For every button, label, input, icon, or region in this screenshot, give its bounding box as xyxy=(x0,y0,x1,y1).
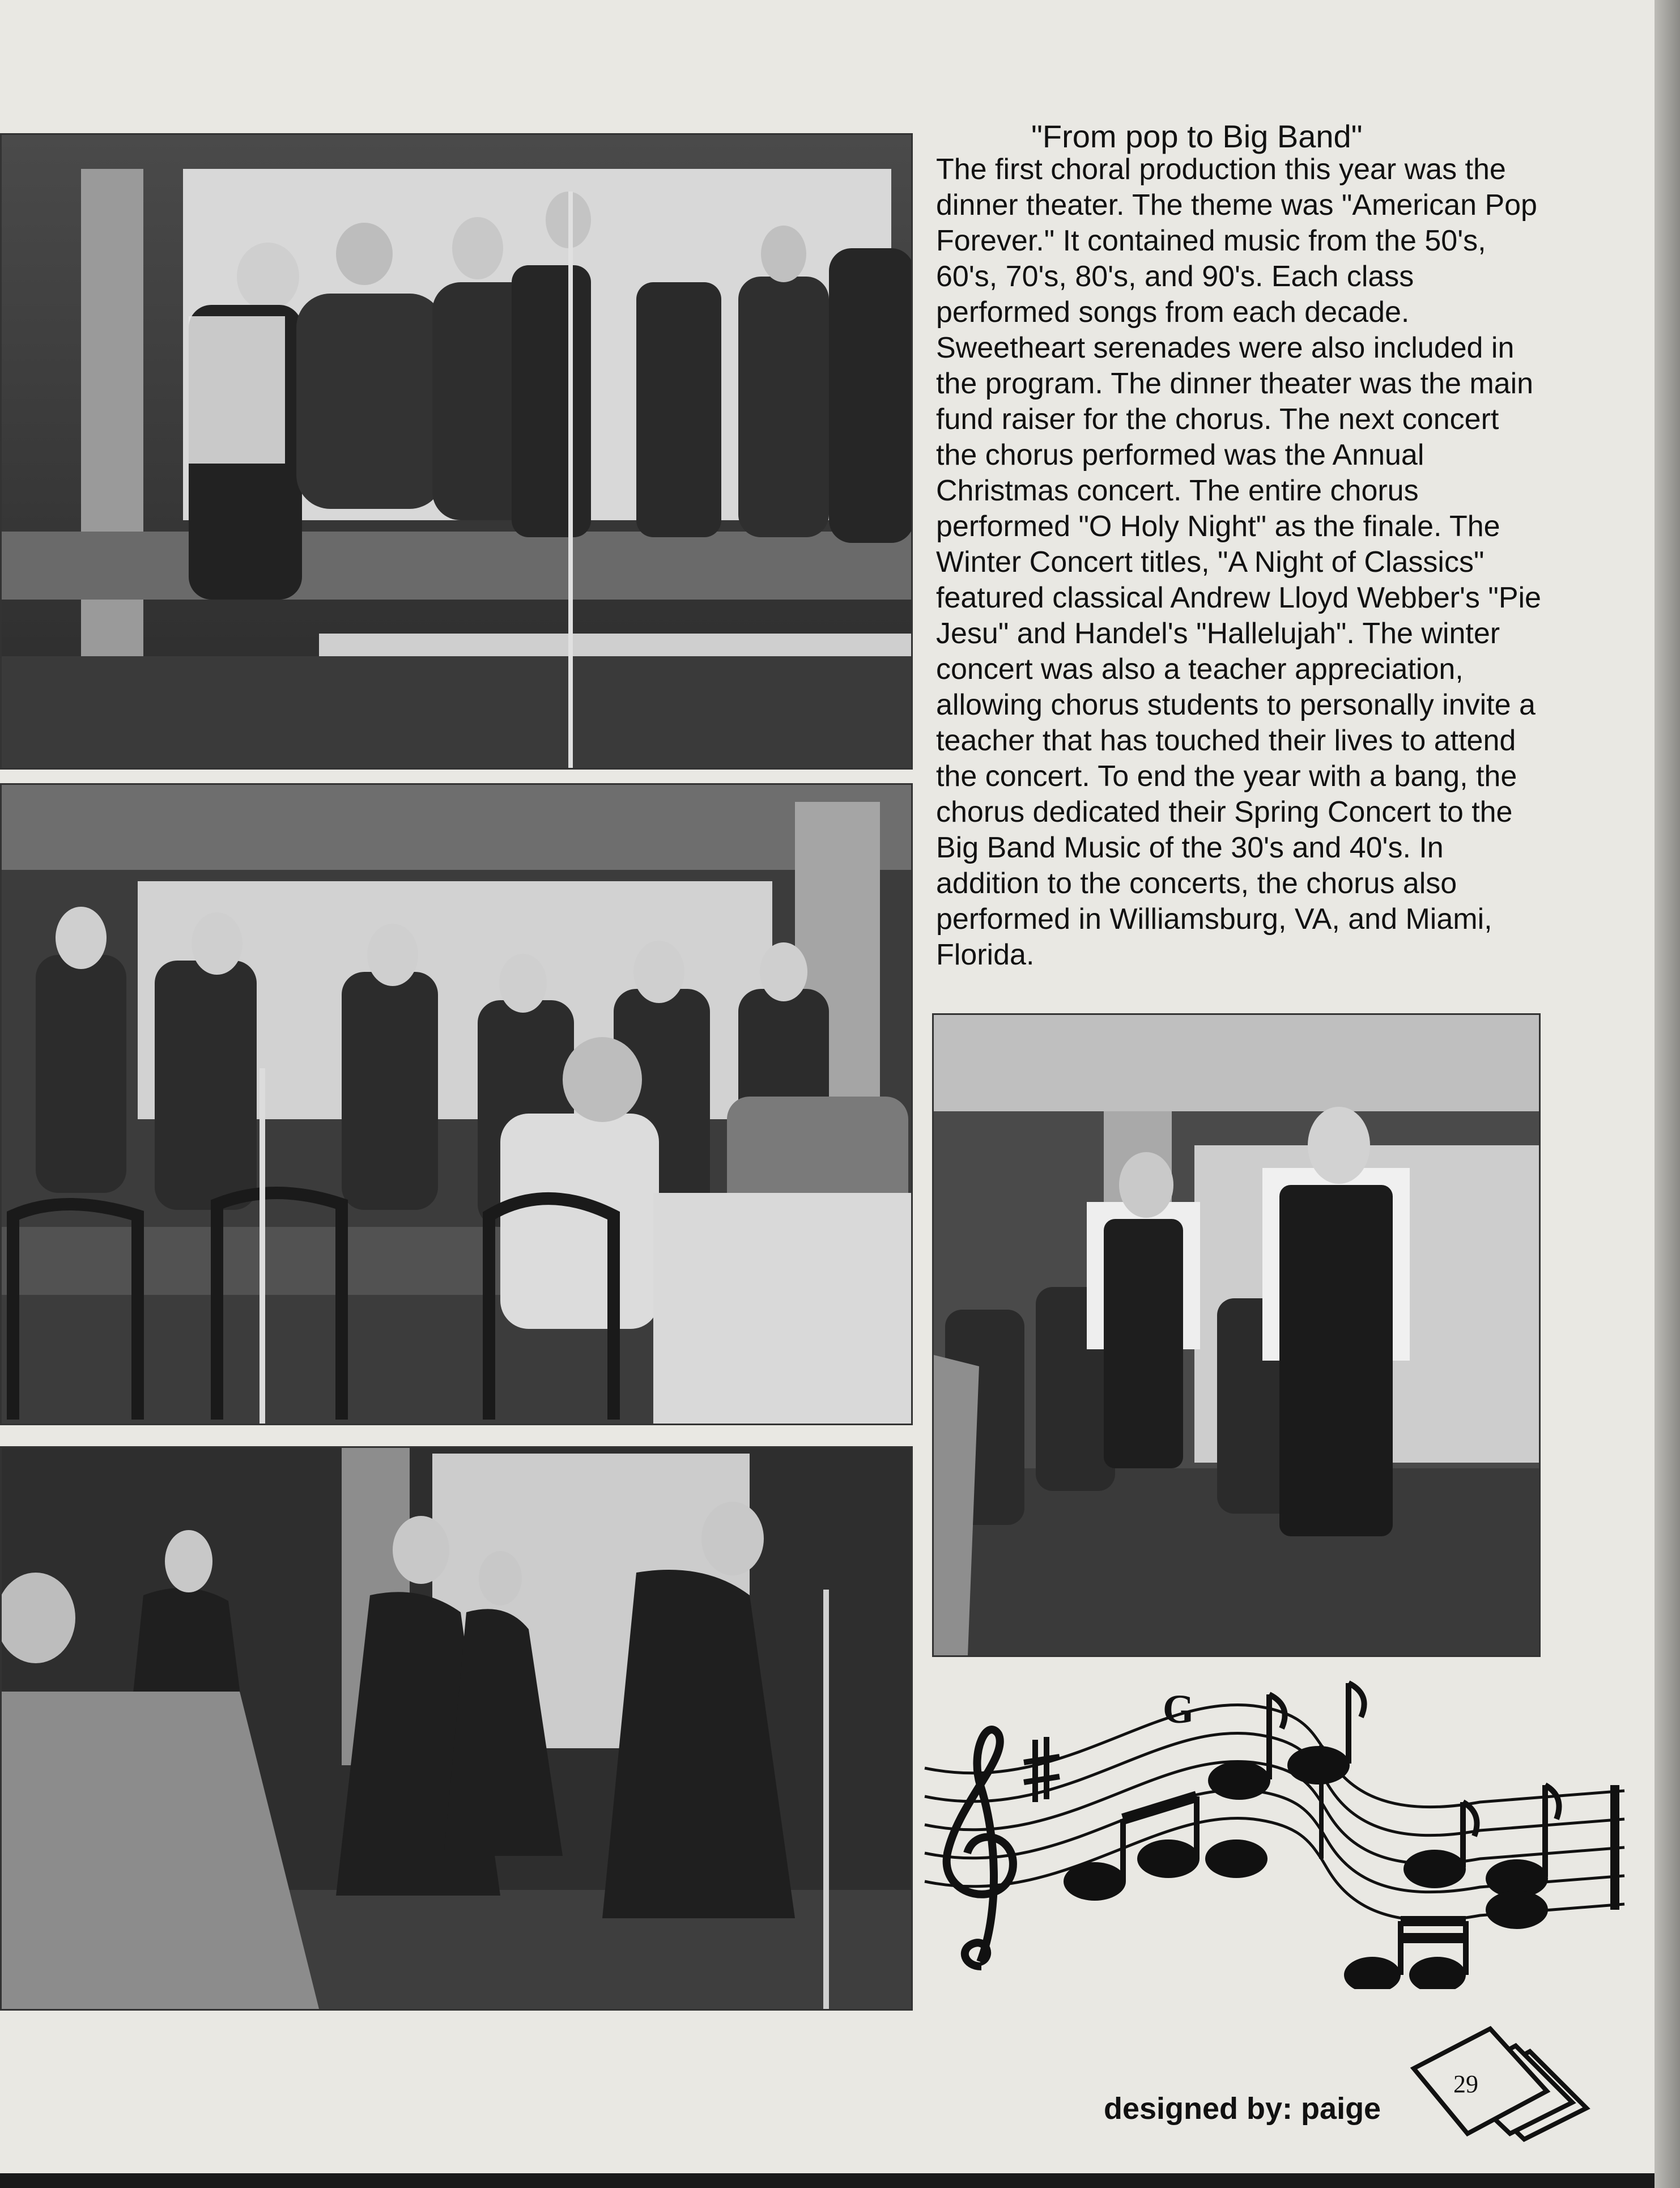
article-line: fund raiser for the chorus. The next concert xyxy=(936,403,1499,436)
photo-concert-audience xyxy=(0,783,913,1425)
article-title: "From pop to Big Band" xyxy=(1031,118,1363,154)
page-edge xyxy=(1655,0,1680,2188)
article-line: performed "O Holy Night" as the finale. The xyxy=(936,510,1500,543)
article-line: performed in Williamsburg, VA, and Miami, xyxy=(936,903,1492,936)
article-body xyxy=(936,152,1596,973)
article-line: teacher that has touched their lives to attend xyxy=(936,724,1516,757)
photo-vest-singers xyxy=(932,1013,1541,1657)
page-number-badge xyxy=(1405,2023,1592,2142)
article-line: the chorus performed was the Annual xyxy=(936,439,1424,471)
article-line: Jesu" and Handel's "Hallelujah". The winter xyxy=(936,617,1500,650)
music-staff-graphic xyxy=(913,1672,1633,1989)
photo-dinner-theater xyxy=(0,133,913,770)
article-line: Big Band Music of the 30's and 40's. In xyxy=(936,831,1444,864)
article-line: Winter Concert titles, "A Night of Classics" xyxy=(936,546,1485,579)
designer-credit: designed by: paige xyxy=(1104,2092,1381,2126)
article-line: addition to the concerts, the chorus also xyxy=(936,867,1457,900)
article-line: The first choral production this year was the xyxy=(936,153,1506,186)
photo-dancers xyxy=(0,1446,913,2011)
article-line: the program. The dinner theater was the main xyxy=(936,367,1534,400)
article-line: Sweetheart serenades were also included in xyxy=(936,332,1515,364)
article-line: Florida. xyxy=(936,938,1035,971)
article-line: allowing chorus students to personally invite a xyxy=(936,689,1536,721)
article-line: 60's, 70's, 80's, and 90's. Each class xyxy=(936,260,1414,293)
chord-letter: G xyxy=(1163,1686,1195,1732)
article-line: featured classical Andrew Lloyd Webber's "Pie xyxy=(936,581,1541,614)
article-line: Christmas concert. The entire chorus xyxy=(936,474,1419,507)
article-line: dinner theater. The theme was "American Pop xyxy=(936,189,1537,222)
page-number: 29 xyxy=(1453,2070,1478,2098)
article-line: performed songs from each decade. xyxy=(936,296,1410,329)
article-line: the concert. To end the year with a bang, the xyxy=(936,760,1517,793)
article-line: concert was also a teacher appreciation, xyxy=(936,653,1464,686)
article-line: Forever." It contained music from the 50's, xyxy=(936,224,1486,257)
article-line: chorus dedicated their Spring Concert to the xyxy=(936,796,1513,829)
